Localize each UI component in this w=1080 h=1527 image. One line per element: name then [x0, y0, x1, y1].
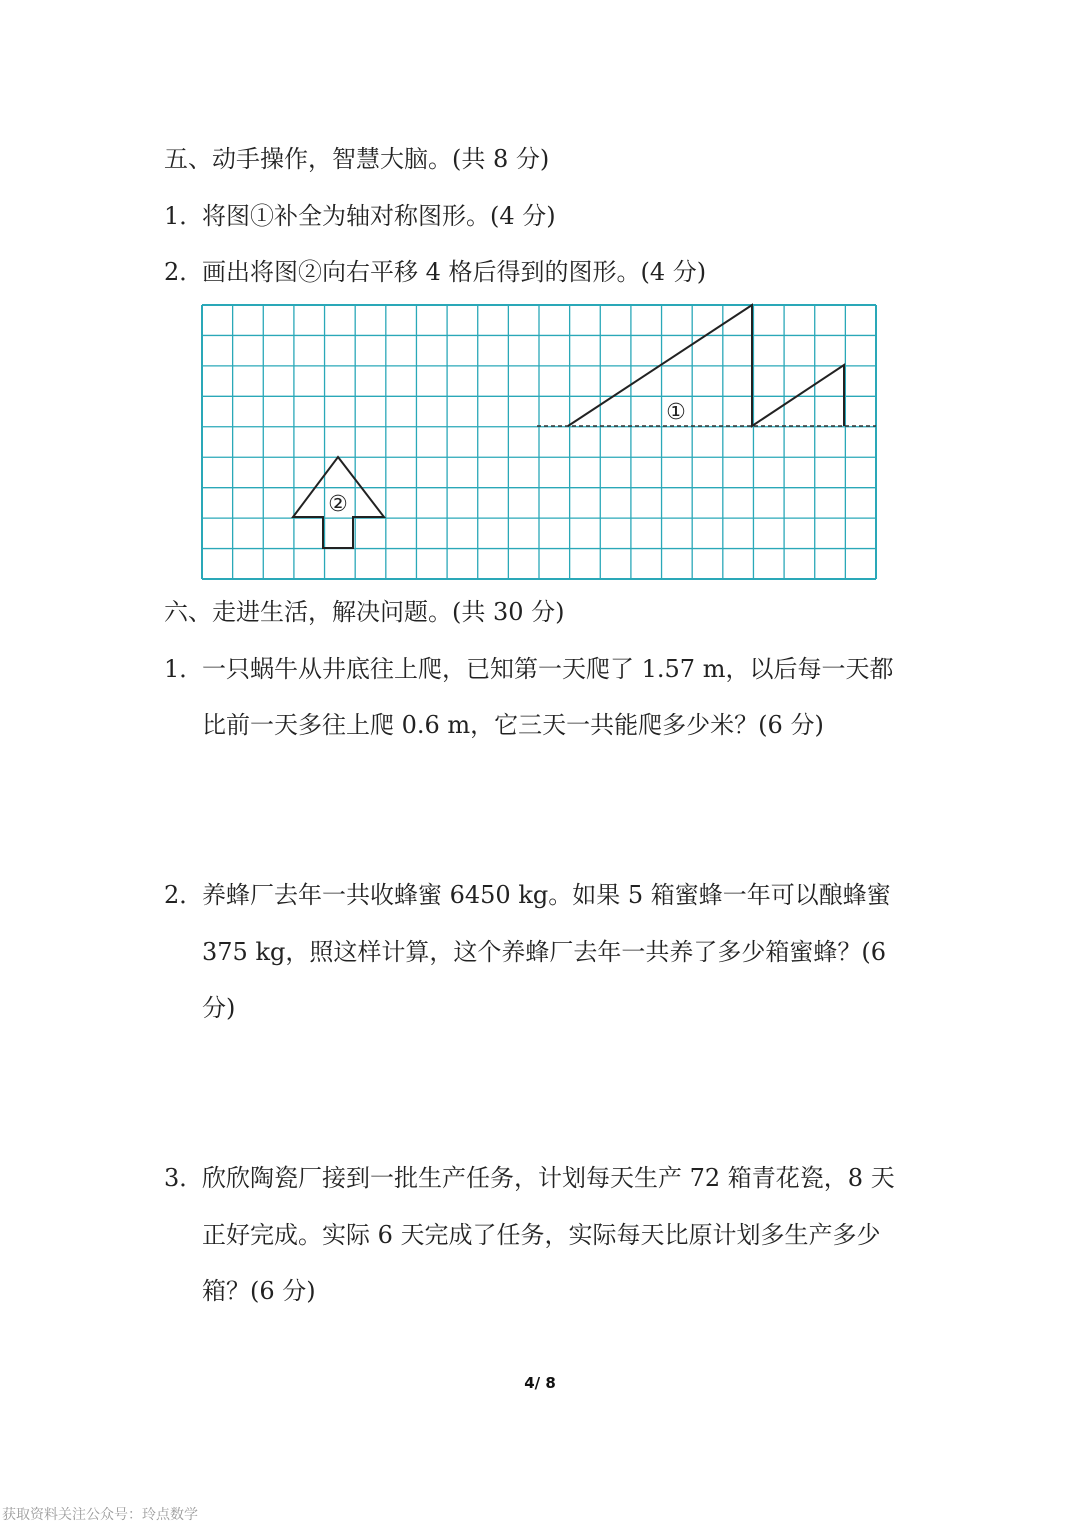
section5-heading: 五、动手操作，智慧大脑。(共 8 分) [164, 145, 550, 173]
question-text: 将图①补全为轴对称图形。(4 分) [202, 202, 556, 230]
section6-question-1-line1 [164, 653, 893, 685]
question-number: 1． [164, 655, 204, 683]
figure-1-label: ① [666, 400, 686, 425]
watermark: 获取资料关注公众号：玲点数学 [2, 1507, 198, 1523]
question-text: 欣欣陶瓷厂接到一批生产任务，计划每天生产 72 箱青花瓷，8 天 [202, 1164, 895, 1192]
section6-heading: 六、走进生活，解决问题。(共 30 分) [164, 598, 565, 626]
page-number: 4/ 8 [524, 1374, 556, 1392]
question-text: 一只蜗牛从井底往上爬，已知第一天爬了 1.57 m，以后每一天都 [202, 655, 894, 683]
section6-question-2-line2: 375 kg，照这样计算，这个养蜂厂去年一共养了多少箱蜜蜂？(6 [202, 938, 886, 966]
section6-question-3-line3: 箱？(6 分) [202, 1277, 316, 1305]
grid-svg [200, 303, 878, 581]
section6-question-3-line1 [164, 1162, 895, 1194]
figure-2-label: ② [328, 492, 348, 517]
question-number: 3． [164, 1164, 204, 1192]
section6-question-1-line2: 比前一天多往上爬 0.6 m，它三天一共能爬多少米？(6 分) [202, 711, 824, 739]
grid-lines [202, 305, 876, 579]
question-number: 1． [164, 202, 204, 230]
section6-question-2-line3: 分) [202, 994, 236, 1022]
section5-question-1 [164, 200, 556, 232]
grid-figure [200, 303, 878, 581]
section6-question-3-line2: 正好完成。实际 6 天完成了任务，实际每天比原计划多生产多少 [202, 1221, 881, 1249]
question-number: 2． [164, 258, 204, 286]
question-number: 2． [164, 881, 204, 909]
section5-question-2 [164, 256, 706, 288]
section6-question-2-line1 [164, 879, 891, 911]
question-text: 养蜂厂去年一共收蜂蜜 6450 kg。如果 5 箱蜜蜂一年可以酿蜂蜜 [202, 881, 891, 909]
question-text: 画出将图②向右平移 4 格后得到的图形。(4 分) [202, 258, 707, 286]
